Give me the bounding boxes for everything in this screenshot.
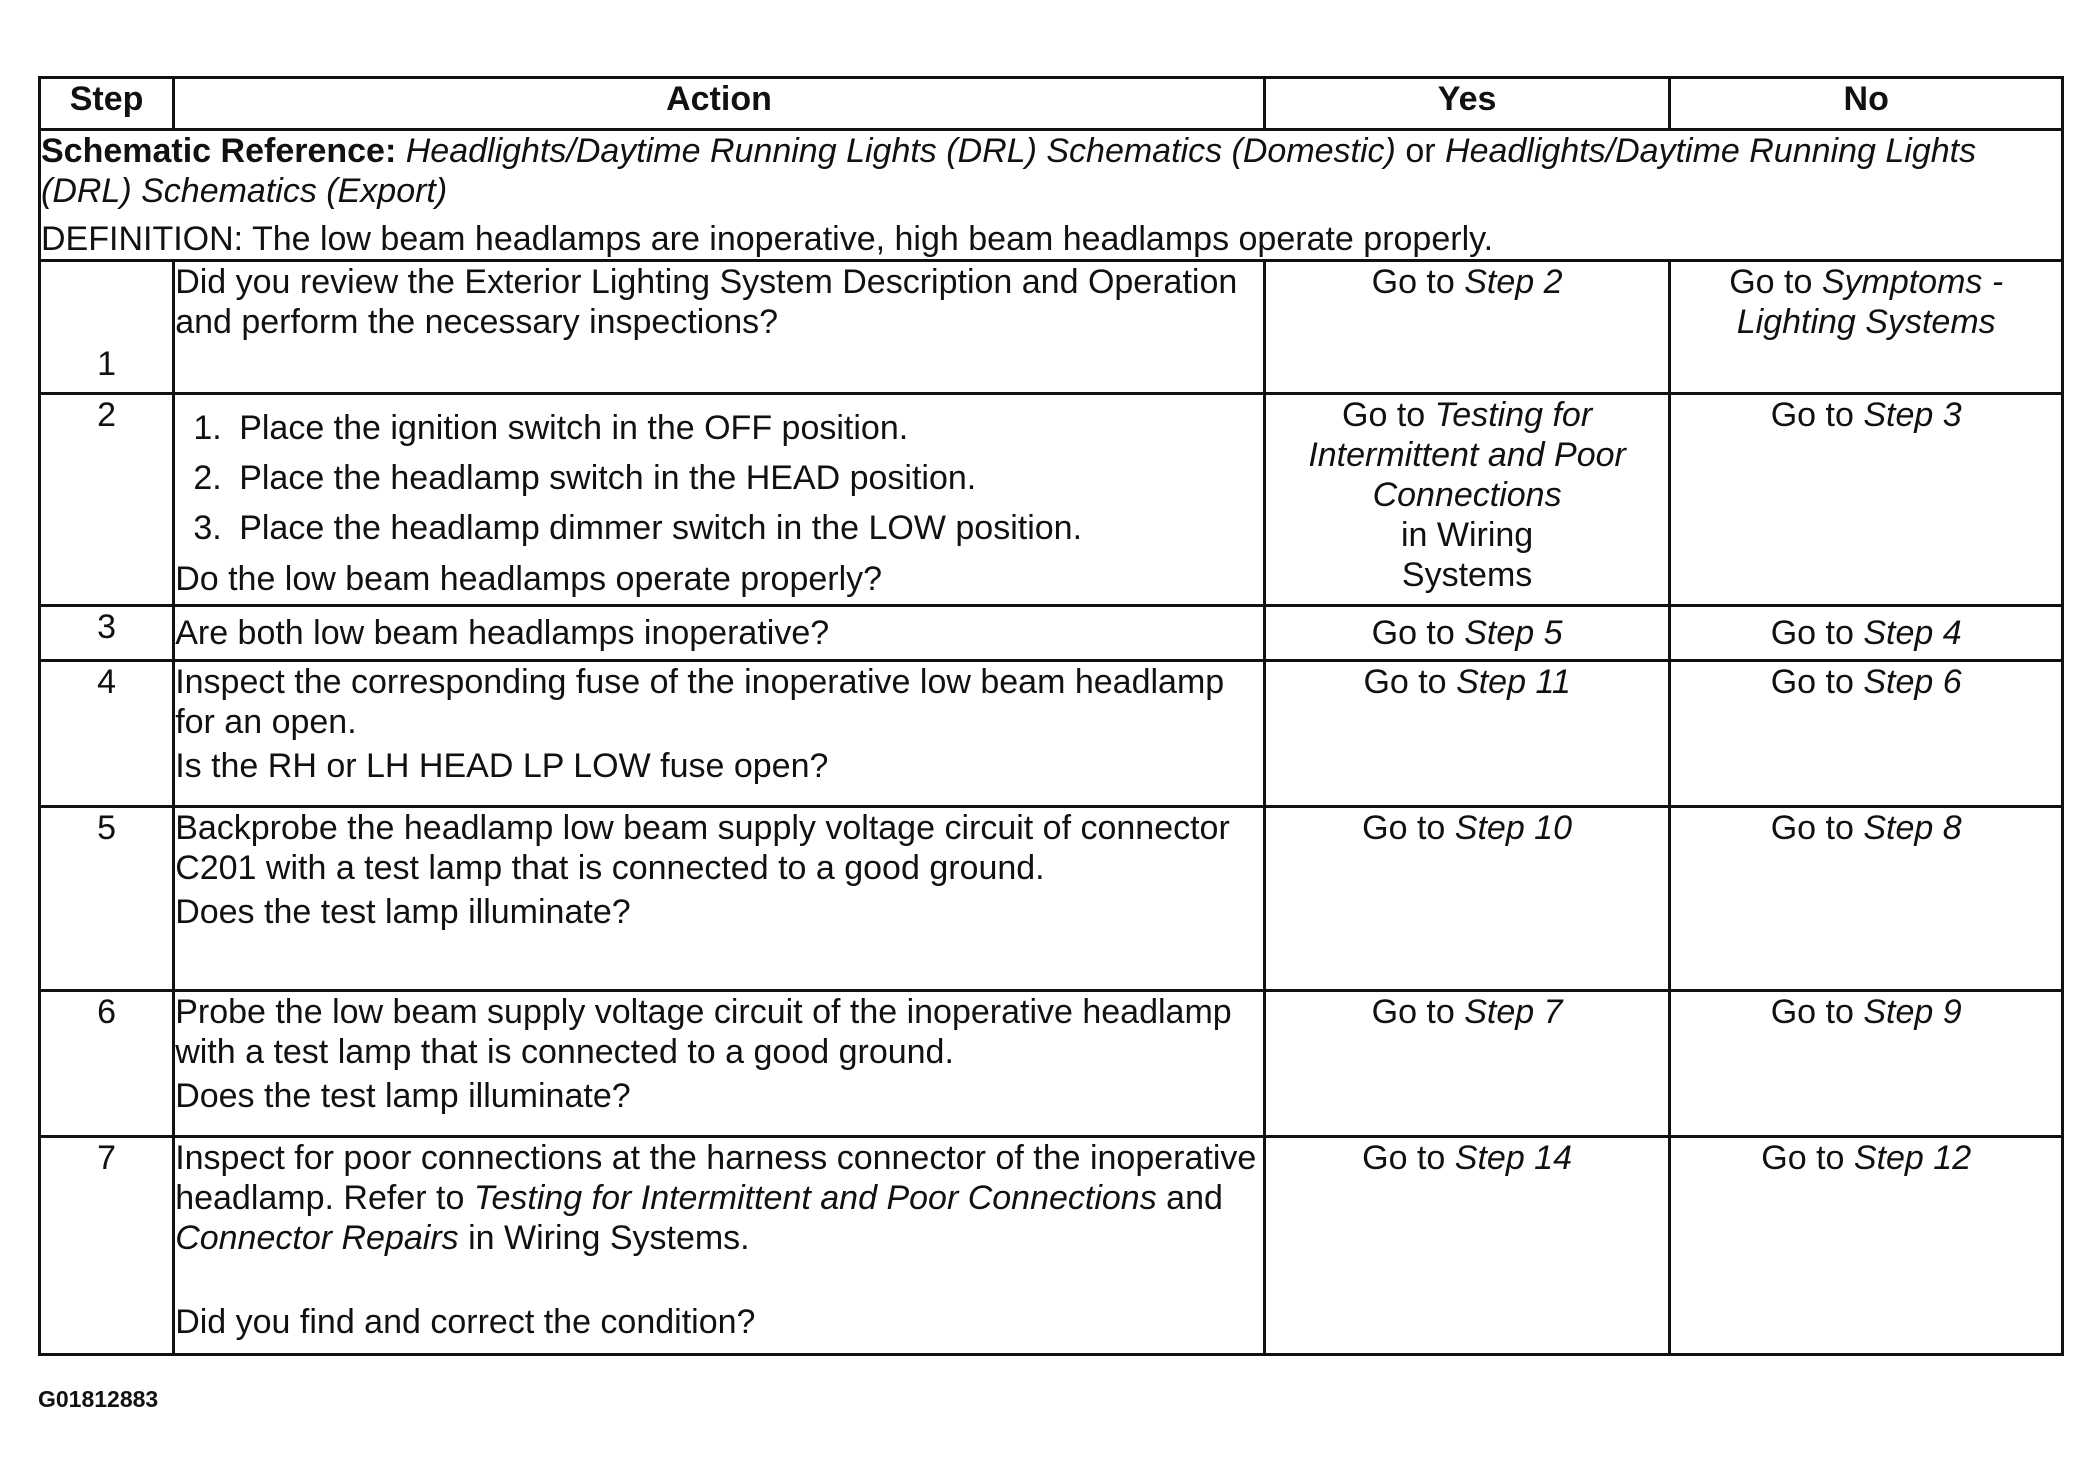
yes-suffix-line2: Systems [1401, 556, 1533, 594]
step-number: 6 [40, 991, 174, 1137]
yes-step-link[interactable]: Step 11 [1456, 663, 1571, 701]
yes-step-link[interactable]: Step 7 [1464, 993, 1563, 1031]
no-step-link[interactable]: Step 9 [1863, 993, 1962, 1031]
step-number: 7 [40, 1137, 174, 1355]
substep-item: 1. Place the ignition switch in the OFF position. [231, 403, 1263, 453]
no-prefix: Go to [1770, 993, 1854, 1031]
yes-cell [1264, 606, 1670, 661]
yes-link-line2[interactable]: Intermittent and Poor [1308, 436, 1626, 474]
step-number: 1 [40, 261, 174, 394]
yes-cell [1264, 661, 1670, 807]
action-text: Did you review the Exterior Lighting System Description and Operation and perform the necessary inspections? [174, 261, 1265, 394]
yes-prefix: Go to [1371, 993, 1455, 1031]
substep-item: 2. Place the headlamp switch in the HEAD position. [231, 453, 1263, 503]
action-text [175, 1138, 1263, 1258]
step-number: 4 [40, 661, 174, 807]
header-action: Action [174, 78, 1265, 130]
action-cell [174, 991, 1265, 1137]
no-step-link[interactable]: Step 12 [1853, 1139, 1972, 1177]
action-cell [174, 394, 1265, 606]
header-yes: Yes [1264, 78, 1670, 130]
table-row [40, 394, 2063, 606]
no-link-line1[interactable]: Symptoms - [1821, 263, 2004, 301]
figure-id: G01812883 [38, 1386, 159, 1412]
yes-prefix: Go to [1362, 809, 1446, 847]
step-number: 3 [40, 606, 174, 661]
action-text: Are both low beam headlamps inoperative? [174, 606, 1265, 661]
yes-step-link[interactable]: Step 2 [1464, 263, 1563, 301]
yes-suffix-line1: in Wiring [1400, 516, 1534, 554]
action-cell [174, 807, 1265, 991]
no-link-line2[interactable]: Lighting Systems [1736, 303, 1996, 341]
yes-prefix: Go to [1371, 263, 1455, 301]
question-text: Did you find and correct the condition? [175, 1303, 756, 1341]
reference-cell [40, 130, 2063, 261]
table-row [40, 606, 2063, 661]
action-cell [174, 1137, 1265, 1355]
question-text: Is the RH or LH HEAD LP LOW fuse open? [175, 747, 829, 785]
yes-cell [1264, 261, 1670, 394]
reference-link-domestic[interactable]: Headlights/Daytime Running Lights (DRL) Schematics (Domestic) [405, 132, 1396, 170]
action-link-connector-repairs[interactable]: Connector Repairs [175, 1219, 459, 1257]
no-cell [1670, 394, 2063, 606]
yes-prefix: Go to [1371, 614, 1455, 652]
no-prefix: Go to [1770, 663, 1854, 701]
yes-step-link[interactable]: Step 5 [1464, 614, 1563, 652]
step-number: 5 [40, 807, 174, 991]
yes-cell [1264, 1137, 1670, 1355]
yes-prefix: Go to [1342, 396, 1426, 434]
no-prefix: Go to [1770, 614, 1854, 652]
question-text: Does the test lamp illuminate? [175, 893, 631, 931]
table-row [40, 807, 2063, 991]
table-row [40, 1137, 2063, 1355]
yes-step-link[interactable]: Step 10 [1454, 809, 1573, 847]
reference-connector: or [1405, 132, 1436, 170]
question-text: Do the low beam headlamps operate properly? [175, 560, 883, 598]
no-prefix: Go to [1770, 809, 1854, 847]
no-step-link[interactable]: Step 3 [1863, 396, 1962, 434]
substep-item: 3. Place the headlamp dimmer switch in the LOW position. [231, 503, 1263, 553]
header-row [40, 78, 2063, 130]
no-cell [1670, 807, 2063, 991]
question-text: Does the test lamp illuminate? [175, 1077, 631, 1115]
action-text: Backprobe the headlamp low beam supply voltage circuit of connector C201 with a test lamp that is connected to a good ground. [175, 809, 1230, 887]
yes-cell [1264, 991, 1670, 1137]
no-step-link[interactable]: Step 4 [1863, 614, 1962, 652]
no-step-link[interactable]: Step 6 [1863, 663, 1962, 701]
action-cell [174, 661, 1265, 807]
table-row [40, 991, 2063, 1137]
yes-prefix: Go to [1363, 663, 1447, 701]
no-cell [1670, 1137, 2063, 1355]
table-row [40, 261, 2063, 394]
substep-list [175, 403, 1263, 553]
table-row [40, 661, 2063, 807]
action-text: Inspect the corresponding fuse of the inoperative low beam headlamp for an open. [175, 663, 1225, 741]
no-prefix: Go to [1770, 396, 1854, 434]
no-cell [1670, 261, 2063, 394]
yes-cell [1264, 394, 1670, 606]
action-text-part1: Inspect for poor connections at the harness connector of the inoperative headlamp. Refer to [175, 1139, 1257, 1217]
action-text: Probe the low beam supply voltage circuit of the inoperative headlamp with a test lamp that is connected to a good ground. [175, 993, 1232, 1071]
header-no: No [1670, 78, 2063, 130]
definition: DEFINITION: The low beam headlamps are inoperative, high beam headlamps operate properly. [41, 220, 1494, 258]
yes-link-line1[interactable]: Testing for [1434, 396, 1593, 434]
yes-link-line3[interactable]: Connections [1372, 476, 1562, 514]
schematic-reference [41, 131, 2061, 211]
reference-label: Schematic Reference: [41, 132, 397, 170]
yes-step-link[interactable]: Step 14 [1454, 1139, 1573, 1177]
no-prefix: Go to [1729, 263, 1813, 301]
action-text-part2: and [1166, 1179, 1223, 1217]
no-prefix: Go to [1761, 1139, 1845, 1177]
yes-prefix: Go to [1362, 1139, 1446, 1177]
action-text-part3: in Wiring Systems. [468, 1219, 750, 1257]
header-step: Step [40, 78, 174, 130]
yes-cell [1264, 807, 1670, 991]
reference-row [40, 130, 2063, 261]
diagnostic-table [38, 76, 2064, 1356]
step-number: 2 [40, 394, 174, 606]
action-link-testing[interactable]: Testing for Intermittent and Poor Connections [473, 1179, 1157, 1217]
no-step-link[interactable]: Step 8 [1863, 809, 1962, 847]
no-cell [1670, 606, 2063, 661]
reference-link-export[interactable]: Headlights/Daytime Running Lights (DRL) Schematics (Export) [41, 132, 1977, 210]
no-cell [1670, 991, 2063, 1137]
no-cell [1670, 661, 2063, 807]
